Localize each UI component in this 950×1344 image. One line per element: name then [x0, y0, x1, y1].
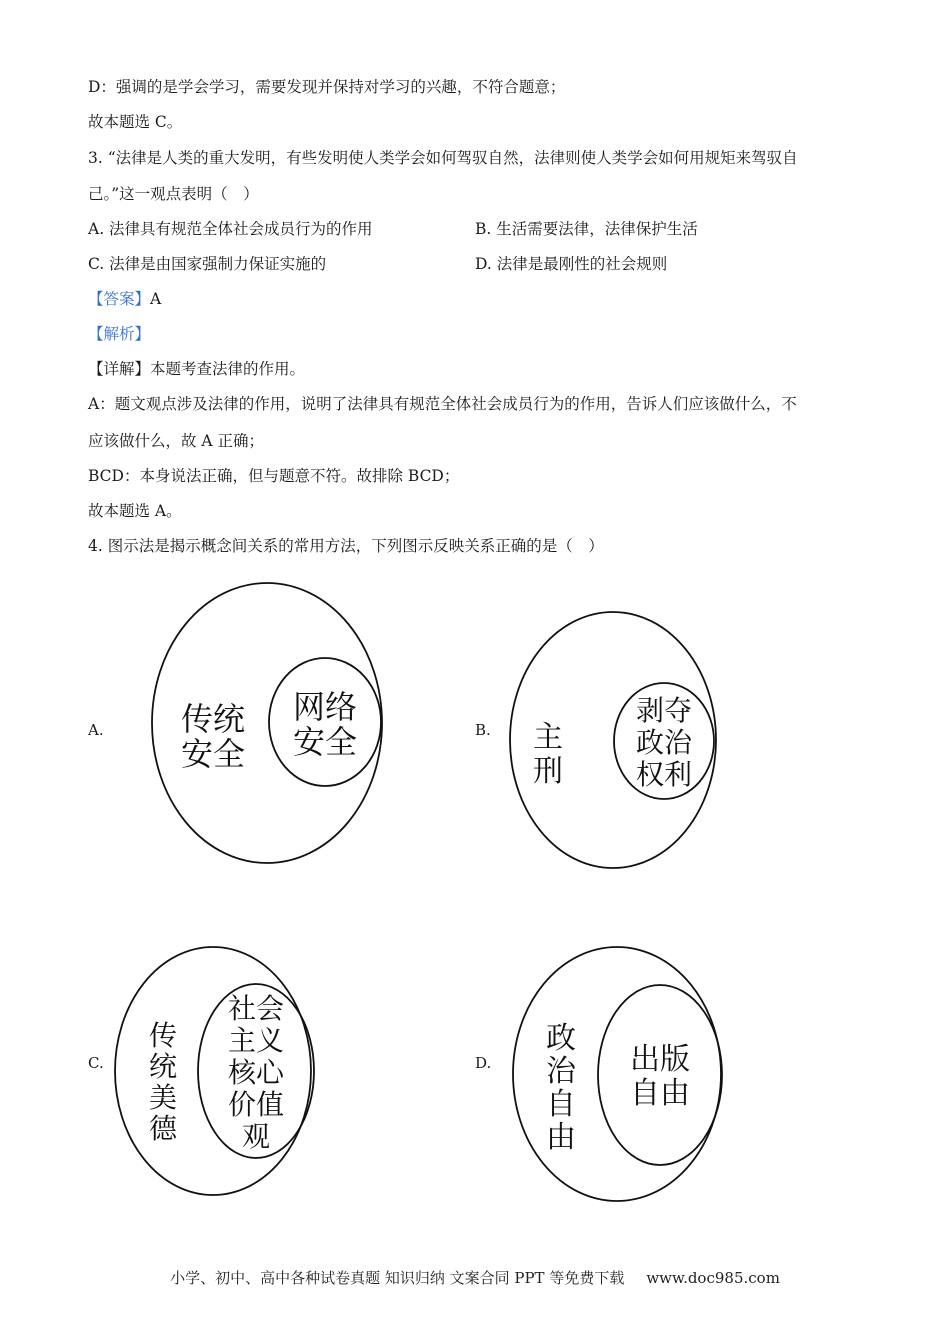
- figure-b-inner-text-2: 政治: [635, 726, 693, 759]
- figure-d-inner-text-1: 出版: [630, 1042, 690, 1077]
- figure-b-outer-text-2: 刑: [533, 754, 563, 789]
- figure-a-label: A.: [88, 721, 104, 739]
- detail-text: 本题考查法律的作用。: [150, 360, 306, 378]
- option-a-explanation-line-1: A：题文观点涉及法律的作用，说明了法律具有规范全体社会成员行为的作用，告诉人们应该做什么，不: [88, 395, 797, 413]
- figure-b-inner-text-1: 剥夺: [635, 694, 693, 727]
- figure-d-label: D.: [475, 1054, 492, 1072]
- page-footer: [0, 1268, 950, 1288]
- figure-c-outer-text-4: 德: [148, 1112, 178, 1145]
- figure-c-outer-text-2: 统: [148, 1050, 178, 1083]
- figure-d-outer-text-3: 自: [546, 1087, 576, 1122]
- answer-tag: 【答案】: [88, 290, 151, 308]
- figure-c-label: C.: [88, 1054, 104, 1072]
- figure-d-outer-text-2: 治: [546, 1054, 576, 1089]
- figure-c-inner-text-1: 社会: [227, 992, 285, 1025]
- figure-c-inner-text-3: 核心: [227, 1056, 285, 1089]
- figure-c-inner-text-4: 价值: [227, 1088, 285, 1121]
- question-3-stem-line-1: 3. “法律是人类的重大发明，有些发明使人类学会如何驾驭自然，法律则使人类学会如何用规矩来驾驭自: [88, 149, 798, 167]
- question-3-conclusion: 故本题选 A。: [88, 502, 182, 520]
- detail-tag: 【详解】: [88, 360, 151, 378]
- figure-b-outer-text-1: 主: [533, 720, 563, 755]
- figure-c-outer-text-3: 美: [148, 1081, 178, 1114]
- q3-option-d: D. 法律是最刚性的社会规则: [475, 255, 668, 273]
- q3-option-a: A. 法律具有规范全体社会成员行为的作用: [88, 220, 373, 238]
- figure-a-outer-text-2: 安全: [180, 735, 246, 773]
- footer-text: 小学、初中、高中各种试卷真题 知识归纳 文案合同 PPT 等免费下载: [170, 1269, 625, 1287]
- previous-conclusion: 故本题选 C。: [88, 113, 183, 131]
- figure-c-outer-text-1: 传: [148, 1019, 178, 1052]
- bcd-explanation: BCD：本身说法正确，但与题意不符。故排除 BCD；: [88, 467, 460, 485]
- q3-option-b: B. 生活需要法律，法律保护生活: [475, 220, 698, 238]
- figure-d-outer-text-1: 政: [546, 1021, 576, 1056]
- analysis-tag: 【解析】: [88, 325, 151, 343]
- question-4-stem: 4. 图示法是揭示概念间关系的常用方法，下列图示反映关系正确的是（ ）: [88, 537, 604, 555]
- figure-b-inner-text-3: 权利: [635, 758, 693, 791]
- answer-value: A: [150, 290, 162, 308]
- figure-a-inner-text-1: 网络: [292, 688, 358, 726]
- figure-d-outer-text-4: 由: [546, 1120, 576, 1155]
- figure-c-inner-text-2: 主义: [227, 1024, 285, 1057]
- figure-b-label: B.: [475, 721, 491, 739]
- figure-a-outer-text-1: 传统: [180, 700, 246, 738]
- footer-url-link[interactable]: www.doc985.com: [646, 1269, 780, 1287]
- figure-c-inner-text-5: 观: [241, 1120, 271, 1153]
- q3-option-c: C. 法律是由国家强制力保证实施的: [88, 255, 327, 273]
- figure-d-inner-text-2: 自由: [630, 1076, 690, 1111]
- option-a-explanation-line-2: 应该做什么，故 A 正确；: [88, 432, 265, 450]
- figure-a-inner-text-2: 安全: [292, 723, 358, 761]
- question-3-stem-line-2: 己。”这一观点表明（ ）: [88, 185, 259, 203]
- previous-option-d-explanation: D：强调的是学会学习，需要发现并保持对学习的兴趣，不符合题意；: [88, 78, 566, 96]
